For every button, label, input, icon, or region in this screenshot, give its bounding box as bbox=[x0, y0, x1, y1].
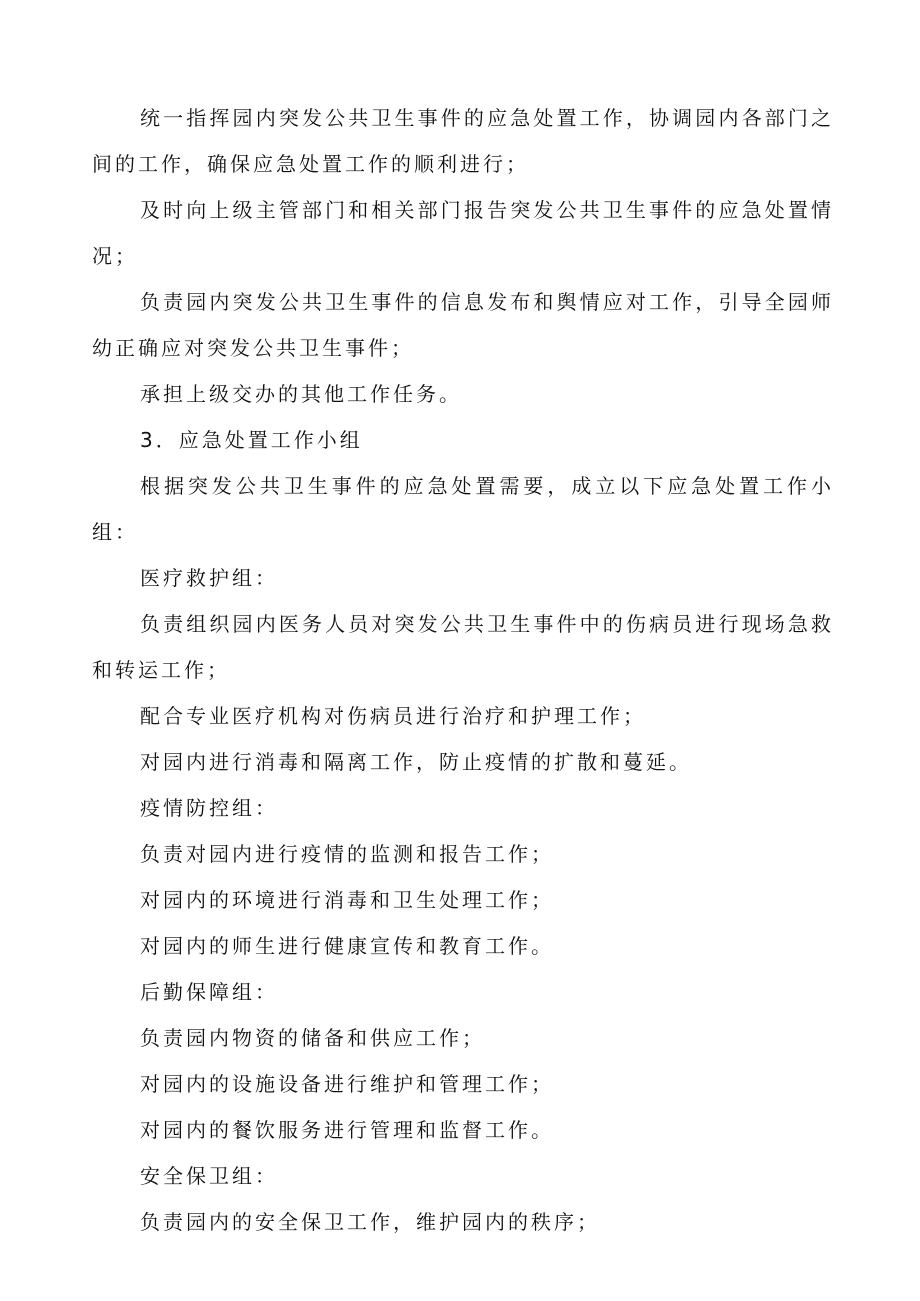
paragraph-epidemic-duty-1: 负责对园内进行疫情的监测和报告工作； bbox=[140, 842, 554, 866]
group-heading-epidemic-control: 疫情防控组： bbox=[140, 796, 278, 820]
paragraph-groups-intro: 根据突发公共卫生事件的应急处置需要，成立以下应急处置工作小组： bbox=[92, 474, 834, 544]
paragraph-medical-duty-1: 负责组织园内医务人员对突发公共卫生事件中的伤病员进行现场急救和转运工作； bbox=[92, 612, 834, 682]
paragraph-logistics-duty-1: 负责园内物资的储备和供应工作； bbox=[140, 1026, 485, 1050]
paragraph-epidemic-duty-2: 对园内的环境进行消毒和卫生处理工作； bbox=[140, 888, 554, 912]
paragraph-leadership-duty-3: 负责园内突发公共卫生事件的信息发布和舆情应对工作，引导全园师幼正确应对突发公共卫生事件； bbox=[92, 290, 834, 360]
paragraph-leadership-duty-4: 承担上级交办的其他工作任务。 bbox=[140, 382, 462, 406]
paragraph-logistics-duty-2: 对园内的设施设备进行维护和管理工作； bbox=[140, 1072, 554, 1096]
group-heading-logistics: 后勤保障组： bbox=[140, 980, 278, 1004]
group-heading-medical-rescue: 医疗救护组： bbox=[140, 566, 278, 590]
paragraph-medical-duty-3: 对园内进行消毒和隔离工作，防止疫情的扩散和蔓延。 bbox=[140, 750, 692, 774]
document-body bbox=[92, 95, 834, 1245]
paragraph-leadership-duty-2: 及时向上级主管部门和相关部门报告突发公共卫生事件的应急处置情况； bbox=[92, 198, 834, 268]
group-heading-security: 安全保卫组： bbox=[140, 1164, 278, 1188]
paragraph-logistics-duty-3: 对园内的餐饮服务进行管理和监督工作。 bbox=[140, 1118, 554, 1142]
section-heading-working-groups: 3．应急处置工作小组 bbox=[140, 428, 363, 452]
paragraph-medical-duty-2: 配合专业医疗机构对伤病员进行治疗和护理工作； bbox=[140, 704, 646, 728]
paragraph-leadership-duty-1: 统一指挥园内突发公共卫生事件的应急处置工作，协调园内各部门之间的工作，确保应急处置工作的顺利进行； bbox=[92, 106, 834, 176]
paragraph-epidemic-duty-3: 对园内的师生进行健康宣传和教育工作。 bbox=[140, 934, 554, 958]
paragraph-security-duty-1: 负责园内的安全保卫工作，维护园内的秩序； bbox=[140, 1210, 600, 1234]
